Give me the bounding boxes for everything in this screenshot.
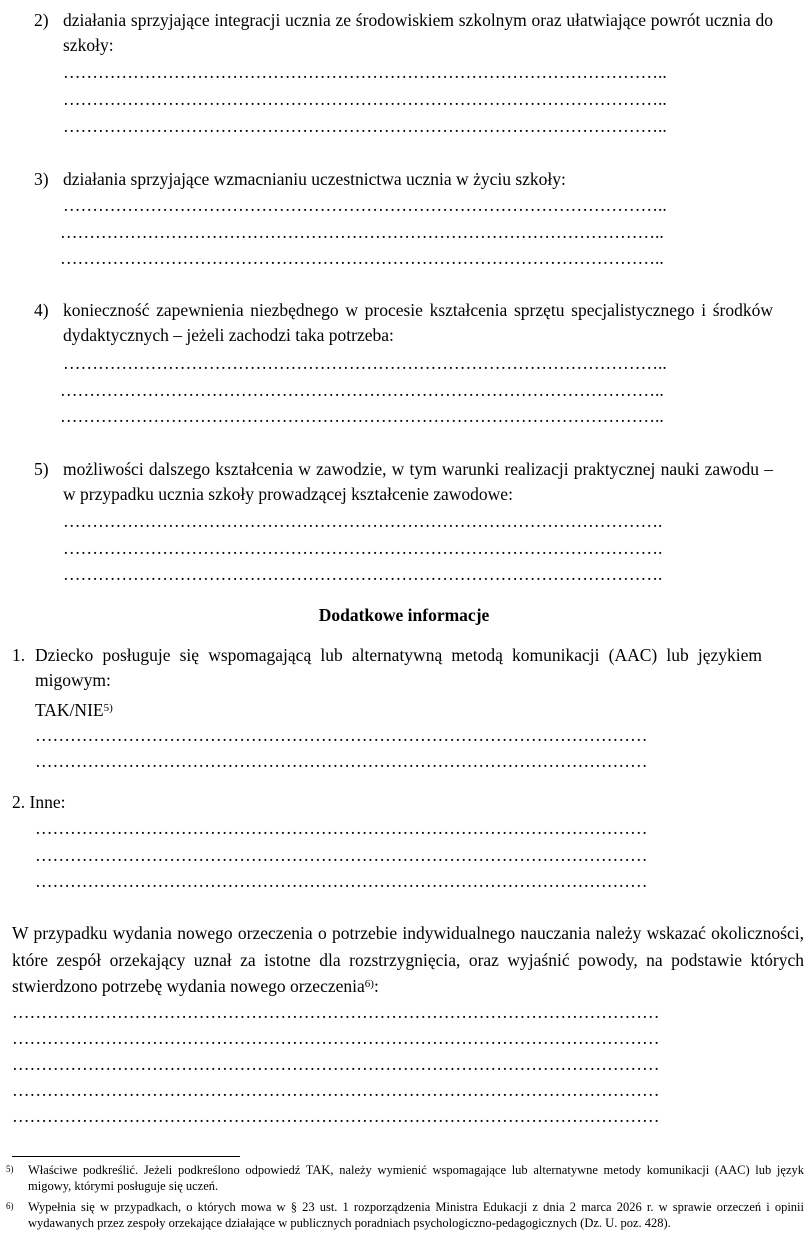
item-text: działania sprzyjające wzmacnianiu uczestnictwa ucznia w życiu szkoły: bbox=[63, 169, 566, 189]
fill-line[interactable]: ………………………………………………………………………………………….. bbox=[60, 222, 664, 242]
fill-line[interactable]: …………………………………………………………………………………………… bbox=[35, 725, 648, 745]
fill-line[interactable]: ………………………………………………………………………………………………… bbox=[12, 1028, 660, 1048]
fill-line[interactable]: …………………………………………………………………………………………… bbox=[35, 845, 648, 865]
tak-nie-label: TAK/NIE bbox=[35, 700, 104, 720]
footnote-ref: 5) bbox=[103, 702, 113, 714]
list-item-4 bbox=[34, 298, 774, 353]
additional-item-1 bbox=[12, 643, 762, 698]
fill-line[interactable]: ………………………………………………………………………………………….. bbox=[63, 116, 667, 136]
fill-line[interactable]: …………………………………………………………………………………………. bbox=[63, 564, 663, 584]
fill-line[interactable]: …………………………………………………………………………………………. bbox=[63, 511, 663, 531]
fill-line[interactable]: ………………………………………………………………………………………….. bbox=[63, 89, 667, 109]
item-number: 3) bbox=[34, 169, 49, 189]
footnote-ref: 6) bbox=[364, 978, 374, 990]
item-text: działania sprzyjające integracji ucznia ze środowiskiem szkolnym oraz ułatwiające powrót ucznia do szkoły: bbox=[63, 10, 773, 55]
list-item-5 bbox=[34, 457, 774, 512]
item-text: Dziecko posługuje się wspomagającą lub alternatywną metodą komunikacji (AAC) lub językiem migowym: bbox=[35, 645, 762, 690]
fill-line[interactable]: ………………………………………………………………………………………….. bbox=[60, 248, 664, 268]
item-text: możliwości dalszego kształcenia w zawodzie, w tym warunki realizacji praktycznej nauki zawodu – w przypadku ucznia szkoły prowadzącej kształcenie zawodowe: bbox=[63, 459, 773, 504]
footnote-text: Właściwe podkreślić. Jeżeli podkreślono odpowiedź TAK, należy wymienić wspomagające lub alternatywne metody komunikacji (AAC) lub język migowy, którymi posługuje się uczeń. bbox=[28, 1163, 804, 1193]
fill-line[interactable]: ………………………………………………………………………………………….. bbox=[63, 195, 667, 215]
item-number: 4) bbox=[34, 300, 49, 320]
item-number: 1. bbox=[12, 645, 26, 665]
paragraph-tail: : bbox=[373, 976, 379, 996]
item-number: 2) bbox=[34, 10, 49, 30]
fill-line[interactable]: ………………………………………………………………………………………….. bbox=[63, 62, 667, 82]
fill-line[interactable]: ………………………………………………………………………………………….. bbox=[63, 353, 667, 373]
fill-line[interactable]: …………………………………………………………………………………………… bbox=[35, 818, 648, 838]
fill-line[interactable]: …………………………………………………………………………………………… bbox=[35, 871, 648, 891]
tak-nie-choice[interactable] bbox=[35, 698, 235, 724]
fill-line[interactable]: …………………………………………………………………………………………… bbox=[35, 751, 648, 771]
fill-line[interactable]: ………………………………………………………………………………………………… bbox=[12, 1054, 660, 1074]
fill-line[interactable]: …………………………………………………………………………………………. bbox=[63, 538, 663, 558]
new-ruling-paragraph bbox=[12, 920, 804, 1000]
fill-line[interactable]: ………………………………………………………………………………………………… bbox=[12, 1080, 660, 1100]
fill-line[interactable]: ………………………………………………………………………………………….. bbox=[60, 380, 664, 400]
additional-item-2: 2. Inne: bbox=[12, 792, 66, 812]
paragraph-text: W przypadku wydania nowego orzeczenia o potrzebie indywidualnego nauczania należy wskazać okoliczności, które zespół orzekający uznał za istotne dla rozstrzygnięcia, oraz wyjaśnić powody, na podstawie których stwierdzono potrzebę wydania nowego orzeczenia bbox=[12, 923, 804, 996]
footnote-rule bbox=[12, 1156, 240, 1157]
fill-line[interactable]: ………………………………………………………………………………………………… bbox=[12, 1002, 660, 1022]
fill-line[interactable]: ………………………………………………………………………………………………… bbox=[12, 1106, 660, 1126]
footnote-6 bbox=[0, 1199, 808, 1251]
item-text: konieczność zapewnienia niezbędnego w procesie kształcenia sprzętu specjalistycznego i środków dydaktycznych – jeżeli zachodzi taka potrzeba: bbox=[63, 300, 773, 345]
item-number: 5) bbox=[34, 459, 49, 479]
footnote-text: Wypełnia się w przypadkach, o których mowa w § 23 ust. 1 rozporządzenia Ministra Edukacji z dnia 2 marca 2026 r. w sprawie orzeczeń i opinii wydawanych przez zespoły orzekające działające w publicznych poradniach psychologiczno-pedagogicznych (Dz. U. poz. 428). bbox=[28, 1200, 804, 1230]
section-heading: Dodatkowe informacje bbox=[318, 605, 490, 625]
footnote-5 bbox=[0, 1162, 808, 1196]
footnote-mark: 5) bbox=[6, 1164, 14, 1174]
footnote-mark: 6) bbox=[6, 1201, 14, 1211]
fill-line[interactable]: ………………………………………………………………………………………….. bbox=[60, 406, 664, 426]
